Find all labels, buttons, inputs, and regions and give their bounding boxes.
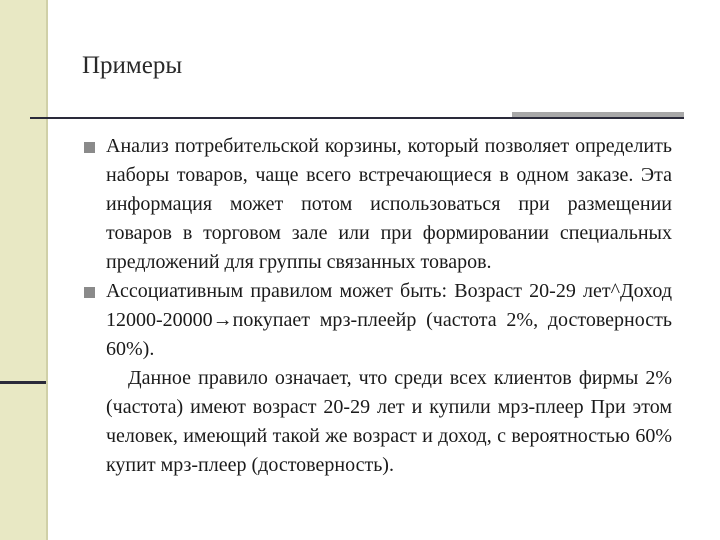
left-edge-line xyxy=(46,0,48,540)
bullet-item xyxy=(82,277,672,364)
square-bullet-icon xyxy=(84,287,95,298)
left-band-divider xyxy=(0,381,46,384)
bullet-text: Анализ потребительской корзины, который позволяет определить наборы товаров, чаще всего встречающиеся в одном заказе. Эта информация может потом использоваться при размещении товаров в торговом зале или при формировании специальных предложений для группы связанных товаров. xyxy=(106,135,672,273)
left-decorative-band xyxy=(0,0,46,540)
bullet-text: Ассоциативным правилом может быть: Возраст 20-29 лет^Доход 12000-20000→покупает мрз-плеейр (частота 2%, достоверность 60%). xyxy=(106,280,672,360)
bullet-item xyxy=(82,132,672,277)
slide-content xyxy=(82,132,672,480)
slide-title: Примеры xyxy=(82,52,183,79)
title-divider xyxy=(30,117,684,119)
square-bullet-icon xyxy=(84,142,95,153)
explanation-paragraph: Данное правило означает, что среди всех клиентов фирмы 2% (частота) имеют возраст 20-29 лет и купили мрз-плеер При этом человек, имеющий такой же возраст и доход, с вероятностью 60% купит мрз-плеер (достоверность). xyxy=(106,367,672,476)
